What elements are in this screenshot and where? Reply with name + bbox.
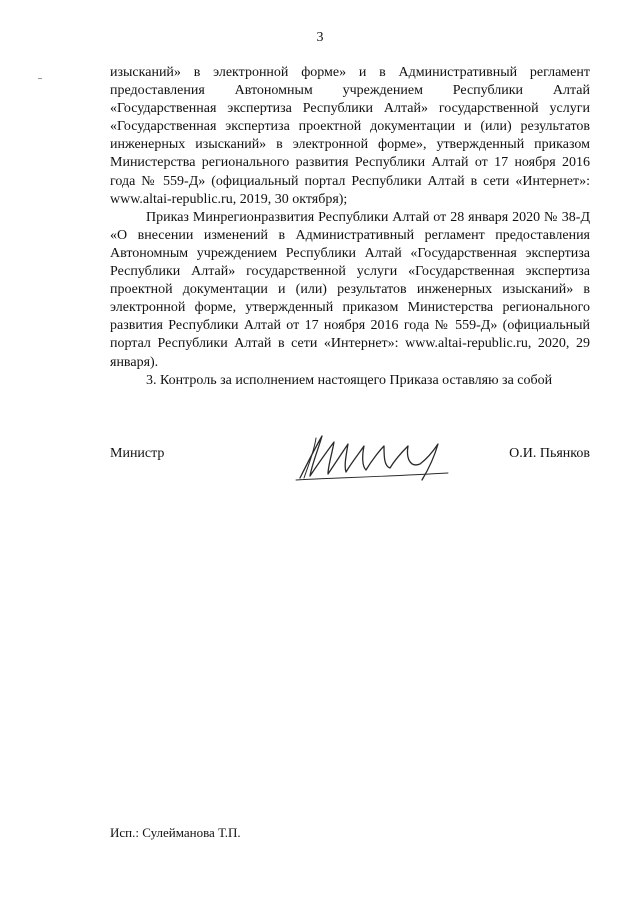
paragraph-control-clause: 3. Контроль за исполнением настоящего Приказа оставляю за собой bbox=[146, 372, 553, 388]
signer-name: О.И. Пьянков bbox=[509, 446, 590, 461]
signature-block bbox=[110, 426, 590, 486]
document-body bbox=[110, 64, 590, 390]
signer-role: Министр bbox=[110, 446, 165, 461]
handwritten-signature bbox=[288, 428, 458, 484]
margin-mark bbox=[38, 78, 42, 79]
page-number: 3 bbox=[316, 30, 324, 45]
executor-note: Исп.: Сулейманова Т.П. bbox=[110, 825, 241, 840]
paragraph-order-reference: Приказ Минрегионразвития Республики Алтай от 28 января 2020 № 38-Д «О внесении изменений в Административный регламент предоставления Автономным учреждением Республики Алтай «Государственная экспертиза Республики Алтай» государственной услуги «Государственная экспертиза проектной документации и (или) результатов инженерных изысканий» в электронной форме, утвержденный приказом Министерства регионального развития Республики Алтай от 17 ноября 2016 года № 559-Д» (официальный портал Республики Алтай в сети «Интернет»: www.altai-republic.ru, 2020, 29 января). bbox=[110, 209, 590, 370]
paragraph-continuation: изысканий» в электронной форме» и в Административный регламент предоставления Автономным учреждением Республики Алтай «Государственная экспертиза Республики Алтай» государственной услуги «Государственная экспертиза проектной документации и (или) результатов инженерных изысканий» в электронной форме», утвержденный приказом Министерства регионального развития Республики Алтай от 17 ноября 2016 года № 559-Д» (официальный портал Республики Алтай в сети «Интернет»: www.altai-republic.ru, 2019, 30 октября); bbox=[110, 65, 590, 207]
